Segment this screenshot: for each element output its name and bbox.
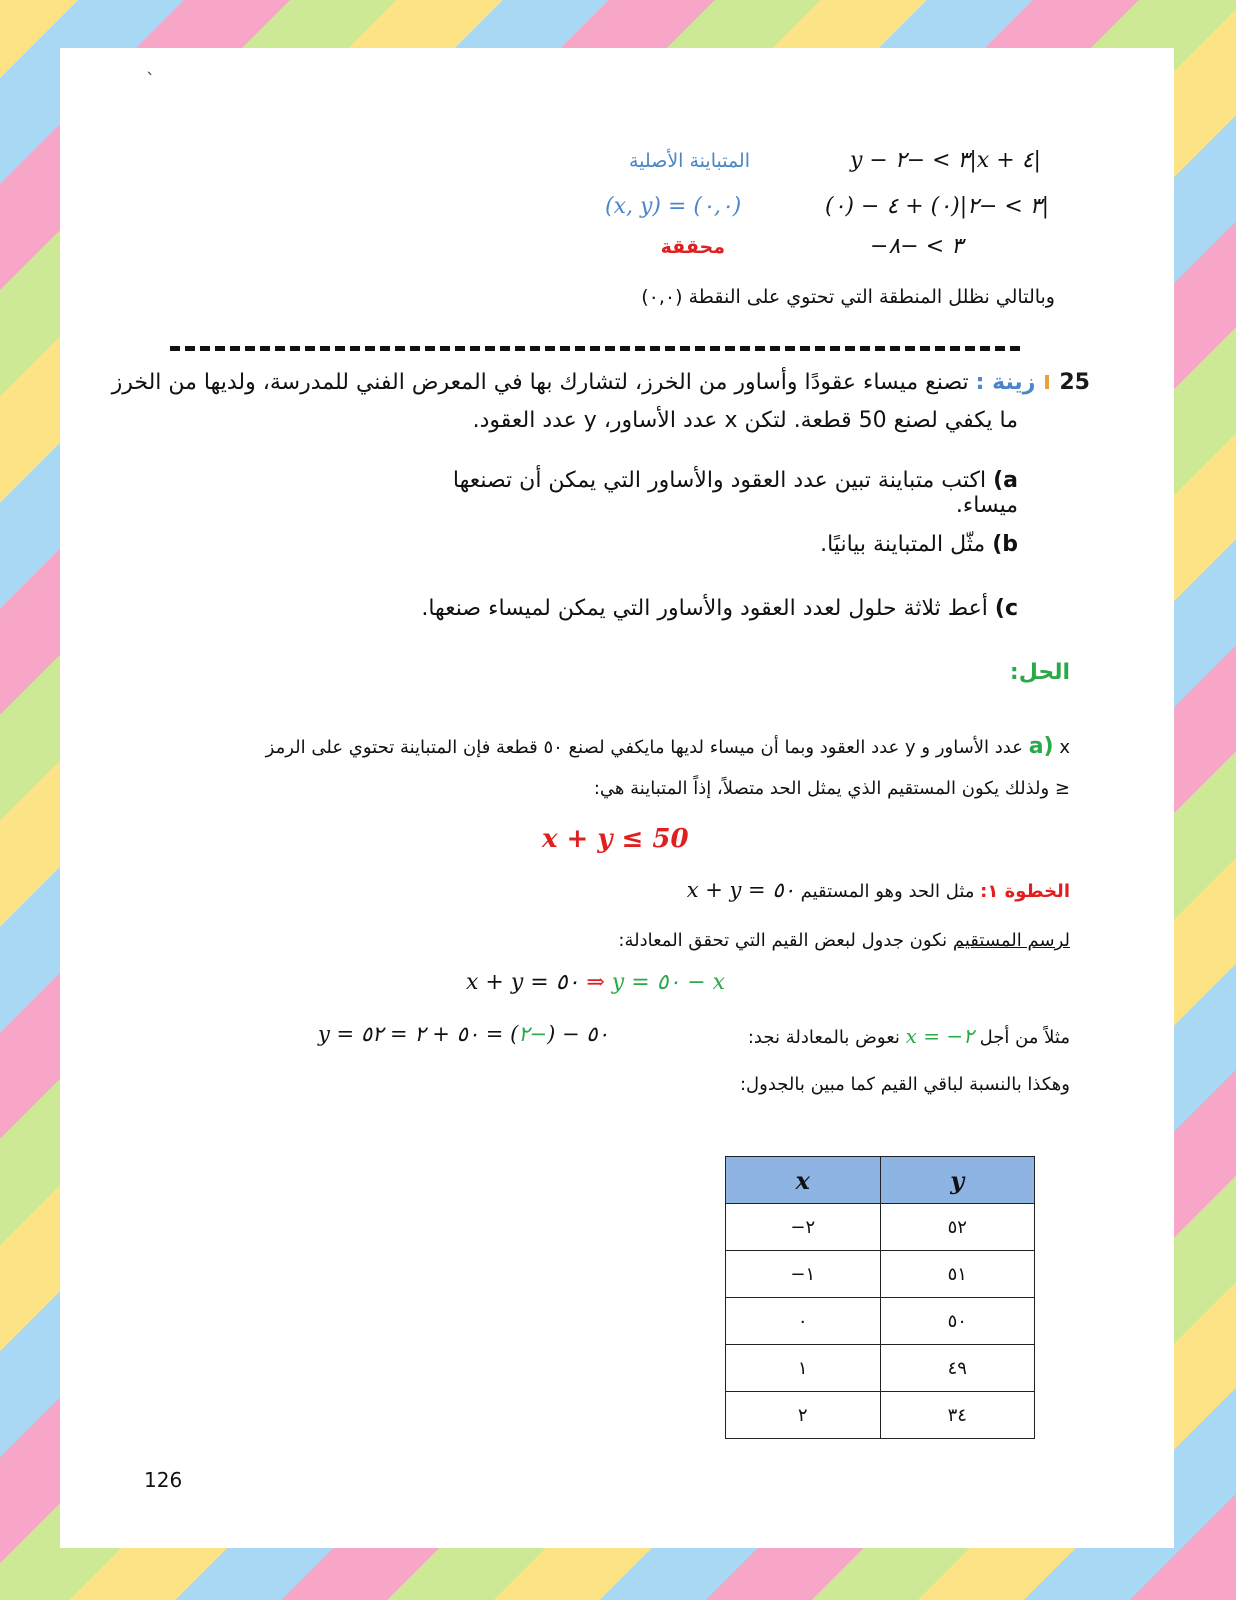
example-text-1: مثلاً من أجل	[979, 1027, 1070, 1048]
step-1-equation: x + y = ٥٠	[686, 878, 795, 902]
equation-rearrange	[466, 970, 725, 995]
substituted-inequality: (٠) − ٣ > −٢|(٠) + ٤|	[825, 194, 1050, 219]
part-c	[420, 596, 1018, 621]
solution-a-text-2: ≤ ولذلك يكون المستقيم الذي يمثل الحد متصلاً، إذاً المتباينة هي:	[593, 778, 1070, 799]
part-a-label: a)	[993, 468, 1018, 493]
example-text-2: نعوض بالمعادلة نجد:	[747, 1027, 900, 1048]
cell-x: ٠	[726, 1298, 881, 1345]
problem-name: زينة :	[975, 370, 1036, 395]
part-b-label: b)	[992, 532, 1018, 557]
part-b	[720, 532, 1018, 557]
table-intro-rest: نكون جدول لبعض القيم التي تحقق المعادلة:	[618, 930, 948, 951]
part-a	[420, 468, 1018, 518]
problem-marker	[1045, 375, 1049, 389]
cell-y: ٥٠	[880, 1298, 1035, 1345]
solution-a-text-1: x عدد الأساور و y عدد العقود وبما أن ميساء لديها مايكفي لصنع ٥٠ قطعة فإن المتباينة تحتوي على الرمز	[265, 737, 1070, 758]
table-intro-underlined: لرسم المستقيم	[952, 930, 1070, 951]
values-table	[725, 1156, 1035, 1439]
cell-y: ٥١	[880, 1251, 1035, 1298]
part-c-text: أعط ثلاثة حلول لعدد العقود والأساور التي يمكن لميساء صنعها.	[421, 596, 988, 621]
problem-number: 25	[1059, 370, 1090, 395]
cell-x: ٢	[726, 1392, 881, 1439]
shading-conclusion: وبالتالي نظلل المنطقة التي تحتوي على النقطة (٠,٠)	[641, 286, 1055, 308]
header-y: y	[880, 1157, 1035, 1204]
equation-right: y = ٥٠ − x	[611, 970, 726, 995]
table-row	[726, 1392, 1035, 1439]
test-point: (x, y) = (٠,٠)	[605, 194, 742, 219]
example-calc-negative: −٢	[518, 1022, 548, 1046]
problem-text-2: ما يكفي لصنع 50 قطعة. لتكن x عدد الأساور، y عدد العقود.	[472, 408, 1018, 433]
problem-statement-line-1	[111, 370, 1090, 395]
satisfied-label: محققة	[660, 236, 725, 258]
table-row	[726, 1345, 1035, 1392]
table-header-row	[726, 1157, 1035, 1204]
part-b-text: مثّل المتباينة بيانيًا.	[820, 532, 986, 557]
solution-a-label: a)	[1028, 734, 1054, 759]
cell-y: ٣٤	[880, 1392, 1035, 1439]
part-a-text: اكتب متباينة تبين عدد العقود والأساور التي يمكن أن تصنعها ميساء.	[452, 468, 1018, 518]
original-inequality-label: المتباينة الأصلية	[628, 150, 750, 172]
problem-text-1: تصنع ميساء عقودًا وأساور من الخرز، لتشارك بها في المعرض الفني للمدرسة، ولديها من الخرز	[111, 370, 969, 395]
example-calculation	[318, 1022, 609, 1046]
result-inequality: −٣ > −٨	[870, 234, 963, 259]
solution-a-line-1	[150, 734, 1070, 759]
cell-y: ٤٩	[880, 1345, 1035, 1392]
page	[60, 48, 1174, 1548]
step-1	[655, 878, 1070, 902]
part-c-label: c)	[994, 596, 1018, 621]
page-number: 126	[144, 1468, 183, 1492]
header-x: x	[726, 1157, 881, 1204]
equation-left: x + y = ٥٠	[466, 970, 580, 995]
solution-heading: الحل:	[1009, 660, 1070, 685]
step-1-label: الخطوة ١:	[980, 881, 1070, 902]
table-row	[726, 1298, 1035, 1345]
implies-arrow: ⇒	[586, 970, 605, 995]
step-1-text: مثل الحد وهو المستقيم	[800, 881, 975, 902]
table-row	[726, 1251, 1035, 1298]
tick-mark: `	[146, 70, 155, 91]
example-x-value: x = −٢	[905, 1024, 974, 1048]
table-row	[726, 1204, 1035, 1251]
original-inequality: y − ٣ > −٢|x + ٤|	[850, 148, 1041, 173]
example-text	[690, 1024, 1070, 1048]
section-divider	[170, 346, 1020, 351]
example-calc-part-2: ) = ٥٠ + ٢ = ٥٢	[360, 1022, 519, 1046]
table-intro	[560, 930, 1070, 951]
cell-y: ٥٢	[880, 1204, 1035, 1251]
cell-x: −١	[726, 1251, 881, 1298]
main-inequality: x + y ≤ 50	[542, 824, 689, 854]
rest-of-values-text: وهكذا بالنسبة لباقي القيم كما مبين بالجدول:	[739, 1074, 1070, 1095]
cell-x: ١	[726, 1345, 881, 1392]
example-calc-part-1: y = ٥٠ − (	[318, 1022, 609, 1046]
cell-x: −٢	[726, 1204, 881, 1251]
